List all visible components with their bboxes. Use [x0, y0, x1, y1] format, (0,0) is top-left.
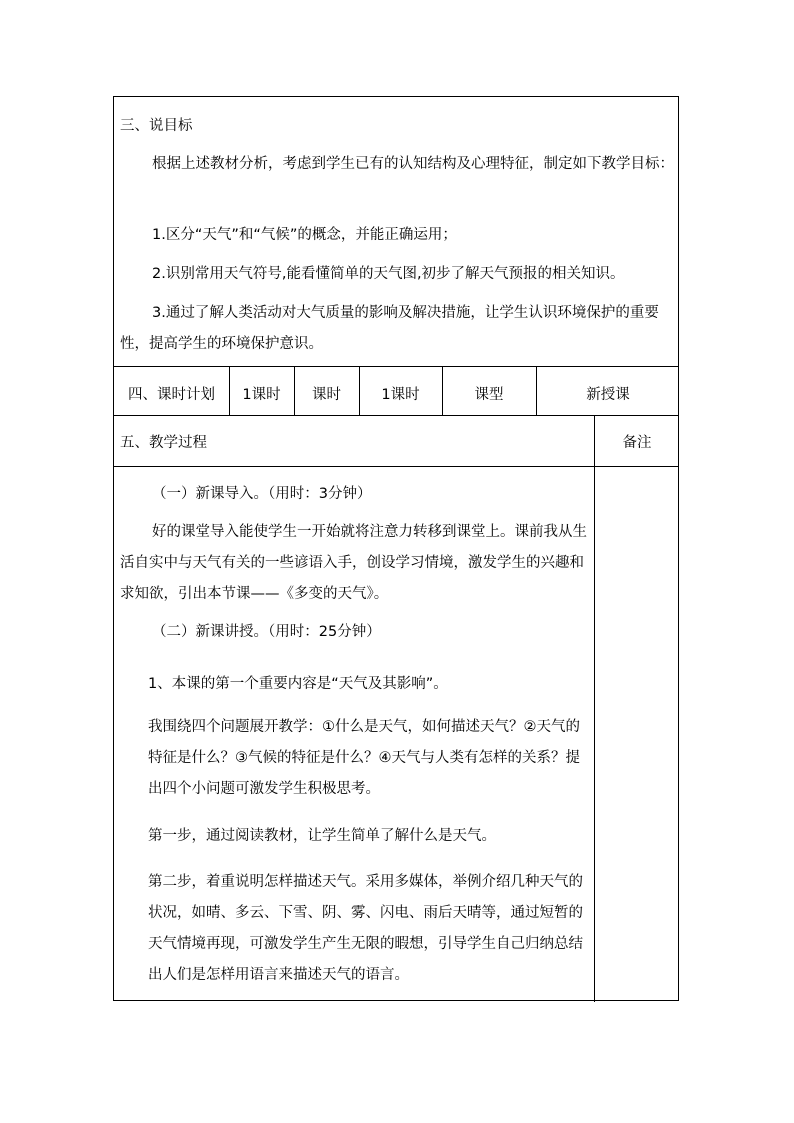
lesson-type-label: 课型 — [474, 387, 504, 403]
section-heading-goals: 三、说目标 — [120, 118, 193, 134]
schedule-hours-label: 课时 — [312, 387, 341, 403]
goals-intro: 根据上述教材分析，考虑到学生已有的认知结构及心理特征，制定如下教学目标： — [152, 156, 674, 172]
lesson-plan-table — [113, 96, 679, 1001]
column-divider — [594, 415, 595, 1002]
section-heading-process: 五、教学过程 — [120, 435, 207, 451]
goal-item: 1.区分“天气”和“气候”的概念，并能正确运用； — [152, 227, 457, 243]
goal-item: 3.通过了解人类活动对大气质量的影响及解决措施，让学生认识环境保护的重要性，提高学生的环境保护意识。 — [120, 305, 659, 352]
schedule-hours-value: 1课时 — [381, 387, 420, 403]
part-title: （二）新课讲授。（用时：25分钟） — [152, 624, 381, 640]
goal-item: 2.识别常用天气符号,能看懂简单的天气图,初步了解天气预报的相关知识。 — [152, 266, 625, 282]
part-title: （一）新课导入。（用时：3分钟） — [152, 486, 372, 502]
remarks-header: 备注 — [622, 435, 652, 451]
questions-paragraph: 我围绕四个问题展开教学：①什么是天气，如何描述天气？②天气的特征是什么？③气候的特征是什么？④天气与人类有怎样的关系？提出四个小问题可激发学生积极思考。 — [148, 719, 580, 797]
lesson-type-value: 新授课 — [586, 387, 630, 403]
schedule-hours: 1课时 — [242, 387, 281, 403]
step-paragraph: 第二步，着重说明怎样描述天气。采用多媒体，举例介绍几种天气的状况，如晴、多云、下雪、阴、雾、闪电、雨后天晴等，通过短暂的天气情境再现，可激发学生产生无限的暇想，引导学生自己归纳总结出人们是怎样用语言来描述天气的语言。 — [148, 874, 583, 983]
key-point: 1、本课的第一个重要内容是“天气及其影响”。 — [148, 676, 448, 692]
row-divider — [114, 366, 678, 367]
step-paragraph: 第一步，通过阅读教材，让学生简单了解什么是天气。 — [148, 828, 496, 844]
schedule-label: 四、课时计划 — [128, 387, 215, 403]
part-body: 好的课堂导入能使学生一开始就将注意力转移到课堂上。课前我从生活自实中与天气有关的一些谚语入手，创设学习情境，激发学生的兴趣和求知欲，引出本节课——《多变的天气》。 — [120, 524, 587, 602]
